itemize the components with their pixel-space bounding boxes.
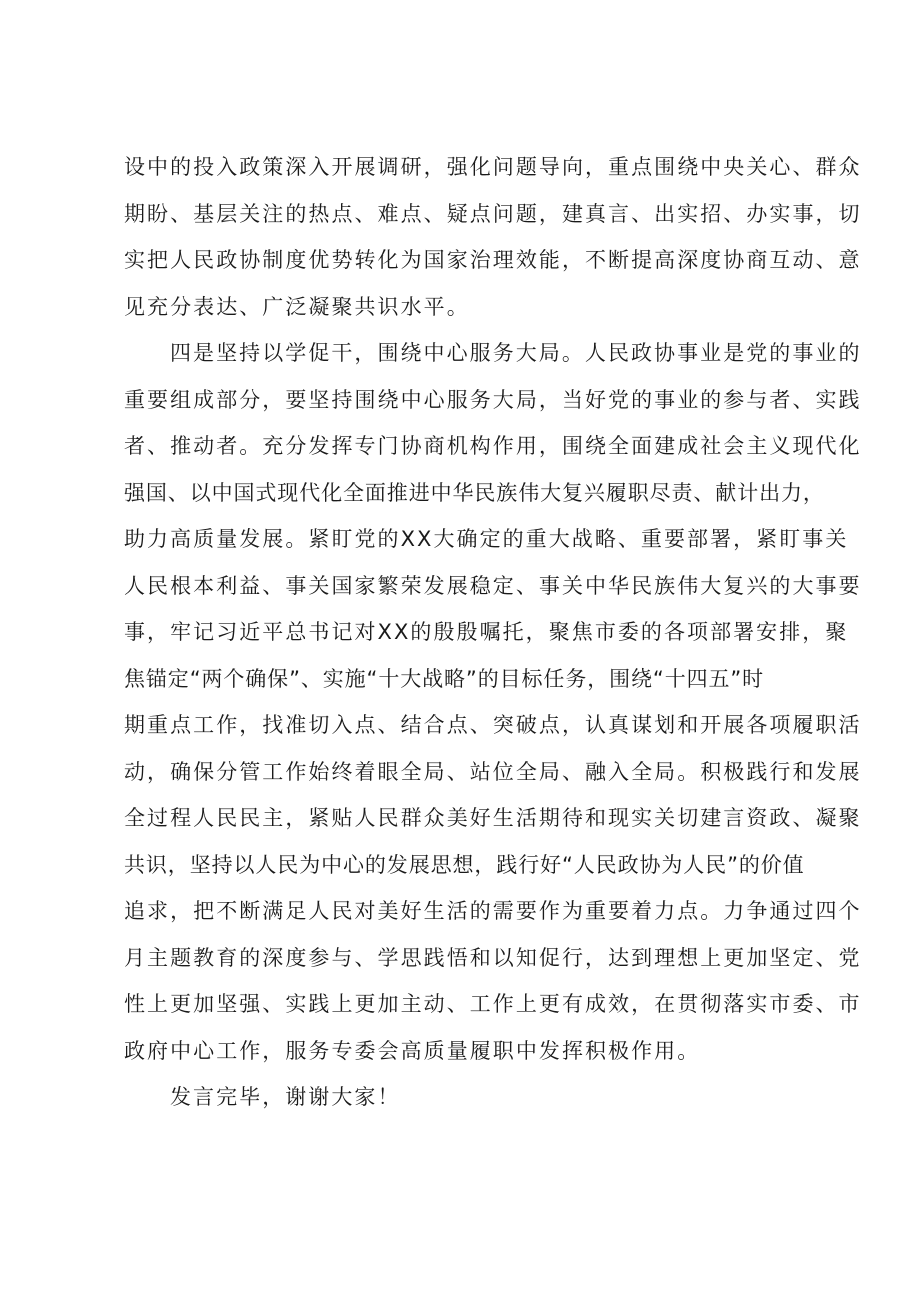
text-line: 实把人民政协制度优势转化为国家治理效能，不断提高深度协商互动、意 (124, 248, 862, 272)
text-line: 设中的投入政策深入开展调研，强化问题导向，重点围绕中央关心、群众 (124, 155, 862, 179)
text-line: 动，确保分管工作始终着眼全局、站位全局、融入全局。积极践行和发展 (124, 759, 862, 784)
text-line: 见充分表达、广泛凝聚共识水平。 (124, 294, 470, 319)
closing-remark (124, 1074, 814, 1121)
text-line: 重要组成部分，要坚持围绕中心服务大局，当好党的事业的参与者、实践 (124, 387, 862, 412)
text-line: 政府中心工作，服务专委会高质量履职中发挥积极作用。 (124, 1038, 701, 1063)
text-line: 共识，坚持以人民为中心的发展思想，践行好“人民政协为人民”的价值 (124, 852, 805, 877)
text-line: 强国、以中国式现代化全面推进中华民族伟大复兴履职尽责、献计出力， (124, 480, 825, 505)
text-line: 者、推动者。充分发挥专门协商机构作用，围绕全面建成社会主义现代化 (124, 434, 862, 458)
paragraph-point-four (124, 330, 862, 1074)
text-line: 追求，把不断满足人民对美好生活的需要作为重要着力点。力争通过四个 (124, 899, 862, 923)
document-body (124, 144, 862, 1121)
text-line: 性上更加坚强、实践上更加主动、工作上更有成效，在贯彻落实市委、市 (124, 992, 862, 1016)
text-line: 期重点工作，找准切入点、结合点、突破点，认真谋划和开展各项履职活 (124, 713, 862, 737)
text-line: 焦锚定“两个确保”、实施“十大战略”的目标任务，围绕“十四五”时 (124, 666, 765, 691)
text-line: 月主题教育的深度参与、学思践悟和以知促行，达到理想上更加坚定、党 (124, 945, 862, 970)
text-line: 期盼、基层关注的热点、难点、疑点问题，建真言、出实招、办实事，切 (124, 201, 862, 226)
closing-line: 发言完毕，谢谢大家！ (170, 1085, 401, 1109)
text-line: 四是坚持以学促干，围绕中心服务大局。人民政协事业是党的事业的 (170, 341, 862, 365)
text-line: 人民根本利益、事关国家繁荣发展稳定、事关中华民族伟大复兴的大事要 (124, 573, 862, 598)
text-line: 事，牢记习近平总书记对XX的殷殷嘱托，聚焦市委的各项部署安排，聚 (124, 620, 849, 644)
paragraph-continued (124, 144, 862, 330)
text-line: 全过程人民民主，紧贴人民群众美好生活期待和现实关切建言资政、凝聚 (124, 806, 862, 830)
text-line: 助力高质量发展。紧盯党的XX大确定的重大战略、重要部署，紧盯事关 (124, 527, 849, 551)
